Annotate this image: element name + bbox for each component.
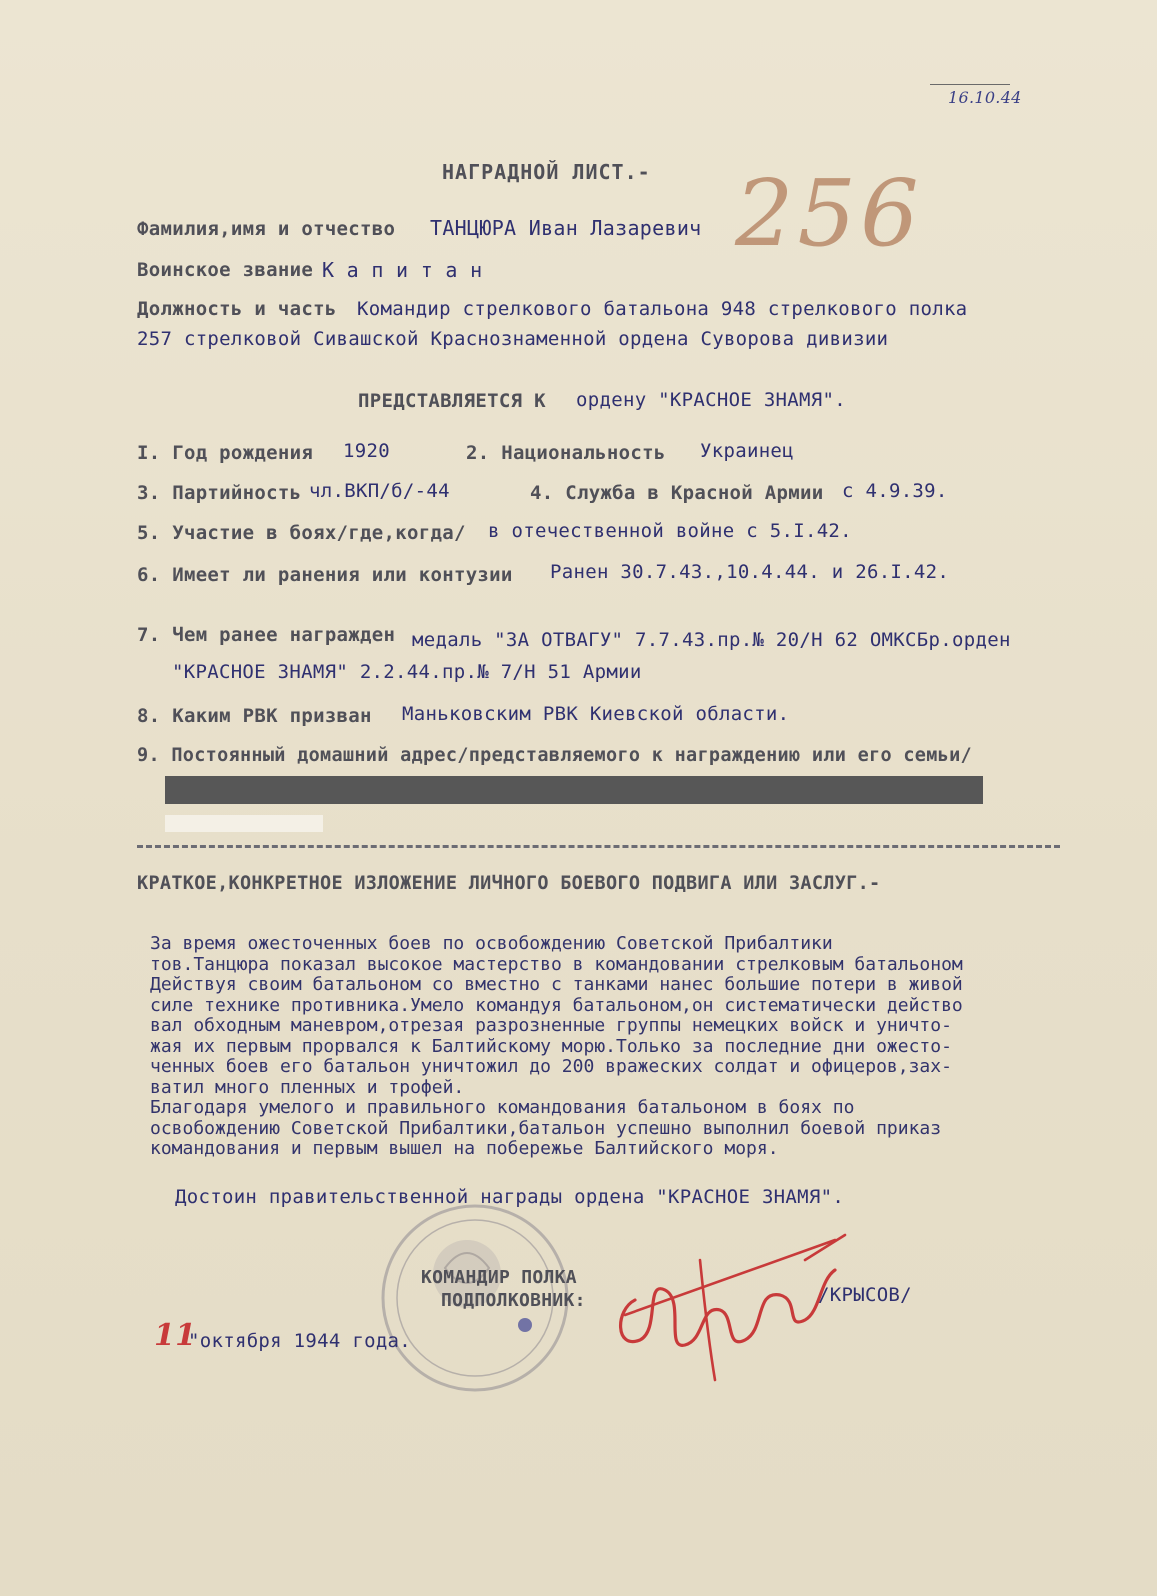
signature-title-1: КОМАНДИР ПОЛКА	[421, 1267, 577, 1288]
narrative-line: ченных боев его батальон уничтожил до 200 вражеских солдат и офицеров,зах-	[150, 1056, 952, 1077]
narrative-line: ватил много пленных и трофей.	[150, 1076, 465, 1098]
item-6-label: 6. Имеет ли ранения или контузии	[137, 564, 513, 586]
item-2-label: 2. Национальность	[466, 442, 666, 464]
conclusion: Достоин правительственной награды ордена "КРАСНОЕ ЗНАМЯ".	[175, 1186, 845, 1208]
item-5-label: 5. Участие в боях/где,когда/	[137, 522, 466, 544]
position-value-line-1: Командир стрелкового батальона 948 стрелкового полка	[357, 298, 968, 320]
date-day: 11	[154, 1318, 197, 1353]
item-7-label: 7. Чем ранее награжден	[137, 624, 396, 646]
rank-value: К а п и т а н	[322, 258, 483, 282]
item-8-label: 8. Каким РВК призван	[137, 705, 372, 727]
item-4-label: 4. Служба в Красной Армии	[530, 482, 824, 504]
item-9-label: 9. Постоянный домашний адрес/представляемого к награждению или его семьи/	[137, 745, 972, 766]
presented-label: ПРЕДСТАВЛЯЕТСЯ К	[358, 390, 546, 412]
archive-number: 256	[735, 160, 923, 267]
item-3-label: 3. Партийность	[137, 482, 302, 504]
section-divider	[137, 845, 1060, 848]
section-heading: КРАТКОЕ,КОНКРЕТНОЕ ИЗЛОЖЕНИЕ ЛИЧНОГО БОЕВОГО ПОДВИГА ИЛИ ЗАСЛУГ.-	[137, 873, 881, 894]
narrative	[150, 934, 963, 1160]
narrative-line: тов.Танцюра показал высокое мастерство в командовании стрелковым батальоном	[150, 953, 963, 975]
item-4-value: с 4.9.39.	[842, 480, 948, 502]
rank-label: Воинское звание	[137, 259, 314, 281]
corner-rule	[930, 84, 1010, 85]
narrative-line: командования и первым вышел на побережье Балтийского моря.	[150, 1138, 779, 1159]
position-value-line-2: 257 стрелковой Сивашской Краснознаменной ордена Суворова дивизии	[137, 328, 889, 350]
item-2-value: Украинец	[700, 440, 794, 462]
name-value: ТАНЦЮРА Иван Лазаревич	[430, 216, 702, 240]
corner-date: 16.10.44	[948, 88, 1022, 107]
item-7-value-line-1: медаль "ЗА ОТВАГУ" 7.7.43.пр.№ 20/Н 62 ОМКСБр.орден	[412, 629, 1011, 651]
narrative-line: Действуя своим батальоном со вместно с танками нанес большие потери в живой	[150, 974, 963, 995]
presented-value: ордену "КРАСНОЕ ЗНАМЯ".	[576, 389, 846, 411]
item-6-value: Ранен 30.7.43.,10.4.44. и 26.I.42.	[550, 561, 950, 583]
narrative-line: жая их первым прорвался к Балтийскому морю.Только за последние дни ожесто-	[150, 1035, 952, 1057]
signatory-name: /КРЫСОВ/	[818, 1284, 912, 1306]
narrative-line: освобождению Советской Прибалтики,батальон успешно выполнил боевой приказ	[150, 1117, 942, 1139]
item-5-value: в отечественной войне с 5.I.42.	[488, 520, 852, 542]
item-8-value: Маньковским РВК Киевской области.	[402, 703, 790, 725]
ink-mark	[518, 1318, 532, 1332]
redacted-address-faint	[165, 815, 323, 832]
narrative-line: силе технике противника.Умело командуя батальоном,он систематически действо	[150, 994, 963, 1016]
date-text: "октября 1944 года.	[188, 1330, 412, 1352]
narrative-line: вал обходным маневром,отрезая разрозненные группы немецких войск и уничто-	[150, 1015, 952, 1036]
position-label: Должность и часть	[137, 298, 337, 320]
signature-title-2: ПОДПОЛКОВНИК:	[441, 1290, 586, 1311]
narrative-line: Благодаря умелого и правильного командования батальоном в боях по	[150, 1097, 855, 1118]
item-1-label: I. Год рождения	[137, 442, 314, 464]
narrative-line: За время ожесточенных боев по освобождению Советской Прибалтики	[150, 933, 833, 954]
document-title: НАГРАДНОЙ ЛИСТ.-	[442, 160, 651, 184]
item-7-value-line-2: "КРАСНОЕ ЗНАМЯ" 2.2.44.пр.№ 7/Н 51 Армии	[172, 661, 642, 683]
redacted-address	[165, 776, 983, 804]
name-label: Фамилия,имя и отчество	[137, 218, 396, 240]
item-3-value: чл.ВКП/б/-44	[309, 480, 450, 502]
item-1-value: 1920	[343, 440, 390, 462]
